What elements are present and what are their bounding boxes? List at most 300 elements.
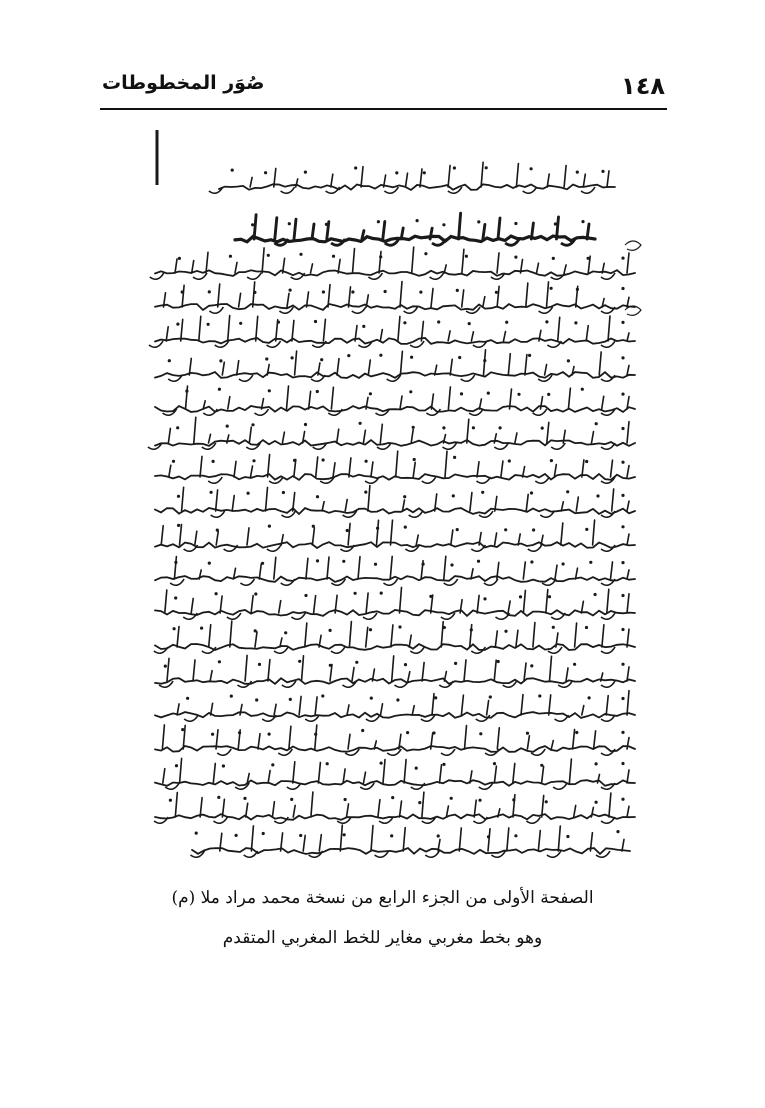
manuscript-stroke [191, 599, 193, 614]
manuscript-dot [581, 388, 584, 391]
manuscript-dot [616, 830, 619, 833]
manuscript-stroke [331, 387, 333, 409]
manuscript-dot [412, 426, 415, 429]
manuscript-stroke [467, 419, 469, 443]
manuscript-stroke [333, 463, 335, 477]
manuscript-stroke [331, 174, 333, 187]
manuscript-stroke [412, 247, 414, 273]
manuscript-stroke [400, 396, 402, 409]
manuscript-dot [504, 630, 507, 633]
manuscript-stroke [465, 726, 467, 749]
manuscript-dot [325, 223, 328, 226]
manuscript-dot [380, 762, 383, 765]
manuscript-stroke [488, 829, 490, 851]
manuscript-stroke [541, 397, 543, 409]
manuscript-stroke [599, 352, 601, 375]
manuscript-stroke [251, 826, 253, 851]
manuscript-dot [468, 322, 471, 325]
manuscript-stroke [315, 725, 317, 749]
manuscript-stroke [574, 806, 576, 818]
manuscript-stroke [494, 766, 496, 783]
manuscript-dot [594, 593, 597, 596]
manuscript-stroke [494, 660, 496, 681]
manuscript-dot [514, 256, 517, 259]
manuscript-stroke [348, 523, 350, 545]
manuscript-dot [252, 459, 255, 462]
manuscript-stroke [259, 564, 261, 579]
manuscript-stroke [549, 695, 551, 715]
manuscript-dot [164, 665, 167, 668]
manuscript-stroke [445, 451, 447, 477]
manuscript-stroke [305, 623, 307, 647]
manuscript-stroke [471, 332, 473, 341]
manuscript-stroke [523, 187, 537, 193]
manuscript-dot [621, 525, 624, 528]
manuscript-stroke [495, 631, 497, 647]
manuscript-dot [351, 290, 354, 293]
manuscript-dot [239, 322, 242, 325]
manuscript-stroke [345, 500, 347, 512]
manuscript-dot [291, 356, 294, 359]
manuscript-stroke [166, 327, 168, 341]
manuscript-dot [581, 220, 584, 223]
manuscript-stroke [627, 422, 629, 443]
manuscript-dot [212, 460, 215, 463]
manuscript-dot [574, 321, 577, 324]
manuscript-stroke [586, 326, 588, 341]
manuscript-dot [530, 167, 533, 170]
manuscript-stroke [606, 696, 608, 715]
manuscript-stroke [504, 332, 506, 342]
manuscript-stroke [497, 253, 499, 273]
manuscript-stroke [216, 532, 218, 545]
manuscript-stroke [358, 557, 360, 579]
manuscript-stroke [340, 825, 342, 851]
manuscript-stroke [311, 792, 313, 817]
manuscript-stroke [318, 763, 320, 784]
manuscript-dot [346, 529, 349, 532]
manuscript-stroke [228, 397, 230, 409]
manuscript-stroke [348, 734, 350, 749]
manuscript-stroke [406, 173, 408, 187]
manuscript-stroke [412, 706, 414, 715]
manuscript-stroke [422, 792, 424, 817]
manuscript-dot [472, 426, 475, 429]
manuscript-stroke [222, 799, 224, 817]
manuscript-stroke [513, 764, 515, 784]
manuscript-stroke [573, 730, 575, 750]
manuscript-stroke [601, 273, 615, 279]
manuscript-dot [460, 392, 463, 395]
manuscript-dot [621, 731, 624, 734]
manuscript-dot [255, 698, 258, 701]
manuscript-stroke [566, 668, 568, 681]
manuscript-stroke [401, 228, 403, 239]
manuscript-dot [587, 257, 590, 260]
manuscript-dot [429, 595, 432, 598]
manuscript-dot [416, 219, 419, 222]
manuscript-dot [550, 459, 553, 462]
manuscript-stroke [303, 835, 305, 851]
manuscript-stroke [363, 430, 365, 443]
manuscript-dot [621, 697, 624, 700]
manuscript-stroke [162, 725, 164, 749]
manuscript-stroke [440, 765, 442, 783]
manuscript-dot [477, 560, 480, 563]
manuscript-stroke [274, 557, 276, 579]
manuscript-dot [253, 291, 256, 294]
manuscript-dot [621, 561, 624, 564]
manuscript-dot [312, 525, 315, 528]
manuscript-dot [210, 491, 213, 494]
manuscript-stroke [383, 760, 385, 783]
manuscript-stroke [477, 595, 479, 613]
manuscript-stroke [322, 502, 324, 511]
manuscript-stroke [180, 758, 182, 783]
manuscript-dot [566, 835, 569, 838]
manuscript-stroke [498, 218, 500, 239]
manuscript-stroke [266, 487, 268, 511]
manuscript-dot [545, 800, 548, 803]
manuscript-dot [585, 626, 588, 629]
manuscript-dot [530, 664, 533, 667]
manuscript-stroke [516, 164, 518, 188]
manuscript-stroke [255, 632, 257, 647]
manuscript-stroke [602, 625, 604, 647]
manuscript-dot [177, 495, 180, 498]
manuscript-stroke [627, 501, 629, 511]
manuscript-stroke [177, 627, 179, 647]
manuscript-stroke [203, 409, 217, 415]
manuscript-line [155, 304, 635, 310]
manuscript-stroke [411, 429, 413, 443]
manuscript-stroke [431, 394, 433, 409]
manuscript-stroke [422, 477, 436, 483]
manuscript-dot [314, 320, 317, 323]
manuscript-dot [442, 223, 445, 226]
manuscript-stroke [267, 341, 281, 347]
manuscript-stroke [508, 601, 510, 613]
manuscript-dot [316, 495, 319, 498]
manuscript-stroke [180, 525, 182, 546]
manuscript-dot [621, 356, 624, 359]
manuscript-dot [566, 490, 569, 493]
manuscript-dot [376, 527, 379, 530]
manuscript-stroke [627, 333, 629, 341]
manuscript-stroke [547, 422, 549, 443]
manuscript-stroke [448, 166, 450, 188]
manuscript-dot [567, 359, 570, 362]
manuscript-dot [456, 528, 459, 531]
manuscript-stroke [209, 307, 223, 313]
manuscript-stroke [513, 795, 515, 817]
manuscript-stroke [547, 282, 549, 307]
manuscript-stroke [593, 520, 595, 545]
manuscript-stroke [343, 769, 345, 783]
manuscript-stroke [444, 672, 446, 682]
manuscript-stroke [592, 432, 594, 443]
manuscript-dot [390, 834, 393, 837]
manuscript-dot [621, 461, 624, 464]
manuscript-dot [589, 561, 592, 564]
manuscript-dot [226, 425, 229, 428]
manuscript-dot [380, 592, 383, 595]
manuscript-dot [487, 835, 490, 838]
manuscript-stroke [247, 528, 249, 545]
manuscript-stroke [391, 520, 393, 545]
manuscript-stroke [527, 736, 529, 749]
manuscript-dot [343, 833, 346, 836]
manuscript-stroke [426, 409, 440, 415]
manuscript-stroke [380, 330, 382, 341]
manuscript-stroke [239, 375, 253, 381]
manuscript-dot [359, 422, 362, 425]
manuscript-stroke [582, 706, 584, 715]
manuscript-dot [177, 524, 180, 527]
manuscript-dot [332, 255, 335, 258]
manuscript-stroke [150, 273, 164, 279]
manuscript-dot [185, 390, 188, 393]
manuscript-dot [585, 528, 588, 531]
manuscript-dot [354, 592, 357, 595]
manuscript-dot [540, 764, 543, 767]
manuscript-stroke [542, 766, 544, 783]
manuscript-dot [497, 660, 500, 663]
manuscript-dot [251, 223, 254, 226]
manuscript-line [235, 236, 595, 242]
manuscript-stroke [524, 663, 526, 681]
manuscript-stroke [526, 494, 528, 511]
manuscript-stroke [262, 248, 264, 273]
manuscript-dot [621, 663, 624, 666]
manuscript-stroke [311, 264, 313, 273]
manuscript-stroke [371, 462, 373, 477]
manuscript-stroke [237, 361, 239, 375]
manuscript-dot [314, 733, 317, 736]
manuscript-dot [403, 495, 406, 498]
manuscript-stroke [269, 477, 283, 483]
manuscript-dot [254, 629, 257, 632]
manuscript-stroke [484, 350, 486, 375]
manuscript-dot [508, 459, 511, 462]
manuscript-line [155, 542, 635, 548]
manuscript-stroke [268, 660, 270, 681]
manuscript-stroke [404, 760, 406, 784]
manuscript-stroke [230, 621, 232, 647]
manuscript-stroke [497, 728, 499, 749]
manuscript-stroke [545, 365, 547, 376]
manuscript-stroke [337, 359, 339, 375]
manuscript-stroke [253, 282, 255, 307]
manuscript-dot [361, 729, 364, 732]
manuscript-dot [218, 660, 221, 663]
manuscript-dot [495, 291, 498, 294]
manuscript-stroke [608, 316, 610, 341]
manuscript-stroke [607, 171, 609, 187]
manuscript-stroke [523, 467, 525, 477]
manuscript-dot [554, 222, 557, 225]
manuscript-stroke [175, 259, 177, 273]
manuscript-stroke [416, 535, 418, 545]
manuscript-dot [396, 698, 399, 701]
manuscript-stroke [441, 622, 443, 647]
manuscript-dot [601, 170, 604, 173]
manuscript-stroke [627, 365, 629, 375]
manuscript-stroke [627, 691, 629, 715]
manuscript-dot [173, 627, 176, 630]
manuscript-dot [208, 562, 211, 565]
manuscript-dot [355, 661, 358, 664]
manuscript-stroke [379, 252, 381, 274]
manuscript-stroke [587, 224, 589, 239]
manuscript-stroke [495, 533, 497, 545]
manuscript-line [155, 576, 635, 582]
manuscript-stroke [508, 354, 510, 375]
manuscript-stroke [561, 523, 563, 545]
manuscript-dot [321, 694, 324, 697]
manuscript-stroke [432, 694, 434, 715]
manuscript-stroke [398, 316, 400, 341]
manuscript-dot [575, 731, 578, 734]
manuscript-stroke [558, 317, 560, 341]
manuscript-dot [452, 494, 455, 497]
manuscript-dot [211, 733, 214, 736]
manuscript-dot [384, 290, 387, 293]
manuscript-dot [265, 357, 268, 360]
manuscript-dot [538, 694, 541, 697]
manuscript-stroke [464, 660, 466, 681]
manuscript-dot [284, 631, 287, 634]
manuscript-stroke [408, 672, 410, 681]
manuscript-stroke [627, 738, 629, 749]
manuscript-stroke [181, 319, 183, 341]
manuscript-stroke [377, 520, 379, 545]
manuscript-dot [437, 320, 440, 323]
manuscript-dot [251, 423, 254, 426]
manuscript-dot [453, 166, 456, 169]
manuscript-dot [504, 528, 507, 531]
manuscript-stroke [383, 222, 385, 240]
manuscript-stroke [470, 493, 472, 511]
manuscript-stroke [483, 224, 485, 239]
manuscript-dot [369, 392, 372, 395]
manuscript-dot [514, 222, 517, 225]
manuscript-dot [519, 595, 522, 598]
manuscript-dot [377, 220, 380, 223]
manuscript-stroke [293, 762, 295, 783]
manuscript-stroke [319, 835, 321, 851]
manuscript-stroke [306, 558, 308, 579]
manuscript-dot [552, 257, 555, 260]
manuscript-stroke [302, 656, 304, 681]
manuscript-stroke [546, 590, 548, 614]
manuscript-dot [541, 427, 544, 430]
manuscript-stroke [601, 647, 615, 653]
manuscript-dot [489, 695, 492, 698]
manuscript-dot [406, 731, 409, 734]
manuscript-dot [512, 798, 515, 801]
manuscript-stroke [287, 293, 289, 307]
manuscript-dot [316, 559, 319, 562]
manuscript-stroke [293, 493, 295, 511]
manuscript-dot [268, 389, 271, 392]
manuscript-stroke [216, 490, 218, 511]
manuscript-stroke [551, 443, 565, 449]
manuscript-stroke [531, 223, 533, 239]
manuscript-stroke [222, 362, 224, 375]
manuscript-stroke [451, 530, 453, 545]
manuscript-stroke [533, 623, 535, 647]
manuscript-dot [322, 458, 325, 461]
manuscript-dot [235, 834, 238, 837]
manuscript-stroke [347, 804, 349, 817]
manuscript-stroke [282, 432, 284, 443]
manuscript-line [155, 746, 635, 752]
manuscript-stroke [312, 528, 314, 545]
manuscript-stroke [535, 477, 549, 483]
manuscript-stroke [250, 177, 252, 187]
manuscript-dot [528, 354, 531, 357]
manuscript-dot [404, 526, 407, 529]
manuscript-dot [379, 354, 382, 357]
manuscript-stroke [568, 388, 570, 409]
caption-line-2: وهو بخط مغربي مغاير للخط المغربي المتقدم [222, 928, 543, 948]
manuscript-stroke [338, 259, 340, 273]
manuscript-dot [595, 801, 598, 804]
manuscript-stroke [182, 487, 184, 511]
manuscript-dot [299, 253, 302, 256]
manuscript-stroke [459, 828, 461, 851]
manuscript-dot [621, 762, 624, 765]
manuscript-stroke [627, 806, 629, 817]
manuscript-dot [208, 290, 211, 293]
manuscript-stroke [611, 460, 613, 477]
manuscript-dot [174, 596, 177, 599]
manuscript-stroke [470, 625, 472, 647]
manuscript-stroke [432, 239, 446, 245]
manuscript-dot [621, 257, 624, 260]
manuscript-dot [320, 358, 323, 361]
manuscript-dot [262, 832, 265, 835]
manuscript-stroke [547, 851, 561, 857]
manuscript-stroke [612, 489, 614, 511]
manuscript-stroke [349, 622, 351, 648]
manuscript-dot [395, 171, 398, 174]
manuscript-dot [172, 460, 175, 463]
manuscript-dot [621, 594, 624, 597]
manuscript-stroke [622, 839, 624, 851]
manuscript-dot [299, 834, 302, 837]
manuscript-dot [514, 834, 517, 837]
manuscript-stroke [441, 749, 455, 755]
manuscript-dot [434, 696, 437, 699]
manuscript-stroke [507, 828, 509, 851]
manuscript-dot [271, 763, 274, 766]
manuscript-stroke [378, 800, 380, 817]
manuscript-dot [450, 563, 453, 566]
manuscript-stroke [193, 273, 207, 279]
manuscript-stroke [274, 704, 276, 715]
manuscript-stroke [400, 351, 402, 375]
manuscript-dot [178, 257, 181, 260]
manuscript-dot [176, 426, 179, 429]
manuscript-stroke [361, 167, 363, 187]
manuscript-dot [595, 422, 598, 425]
manuscript-stroke [450, 359, 452, 375]
manuscript-stroke [168, 428, 170, 443]
manuscript-stroke [362, 231, 364, 239]
manuscript-stroke [627, 770, 629, 783]
